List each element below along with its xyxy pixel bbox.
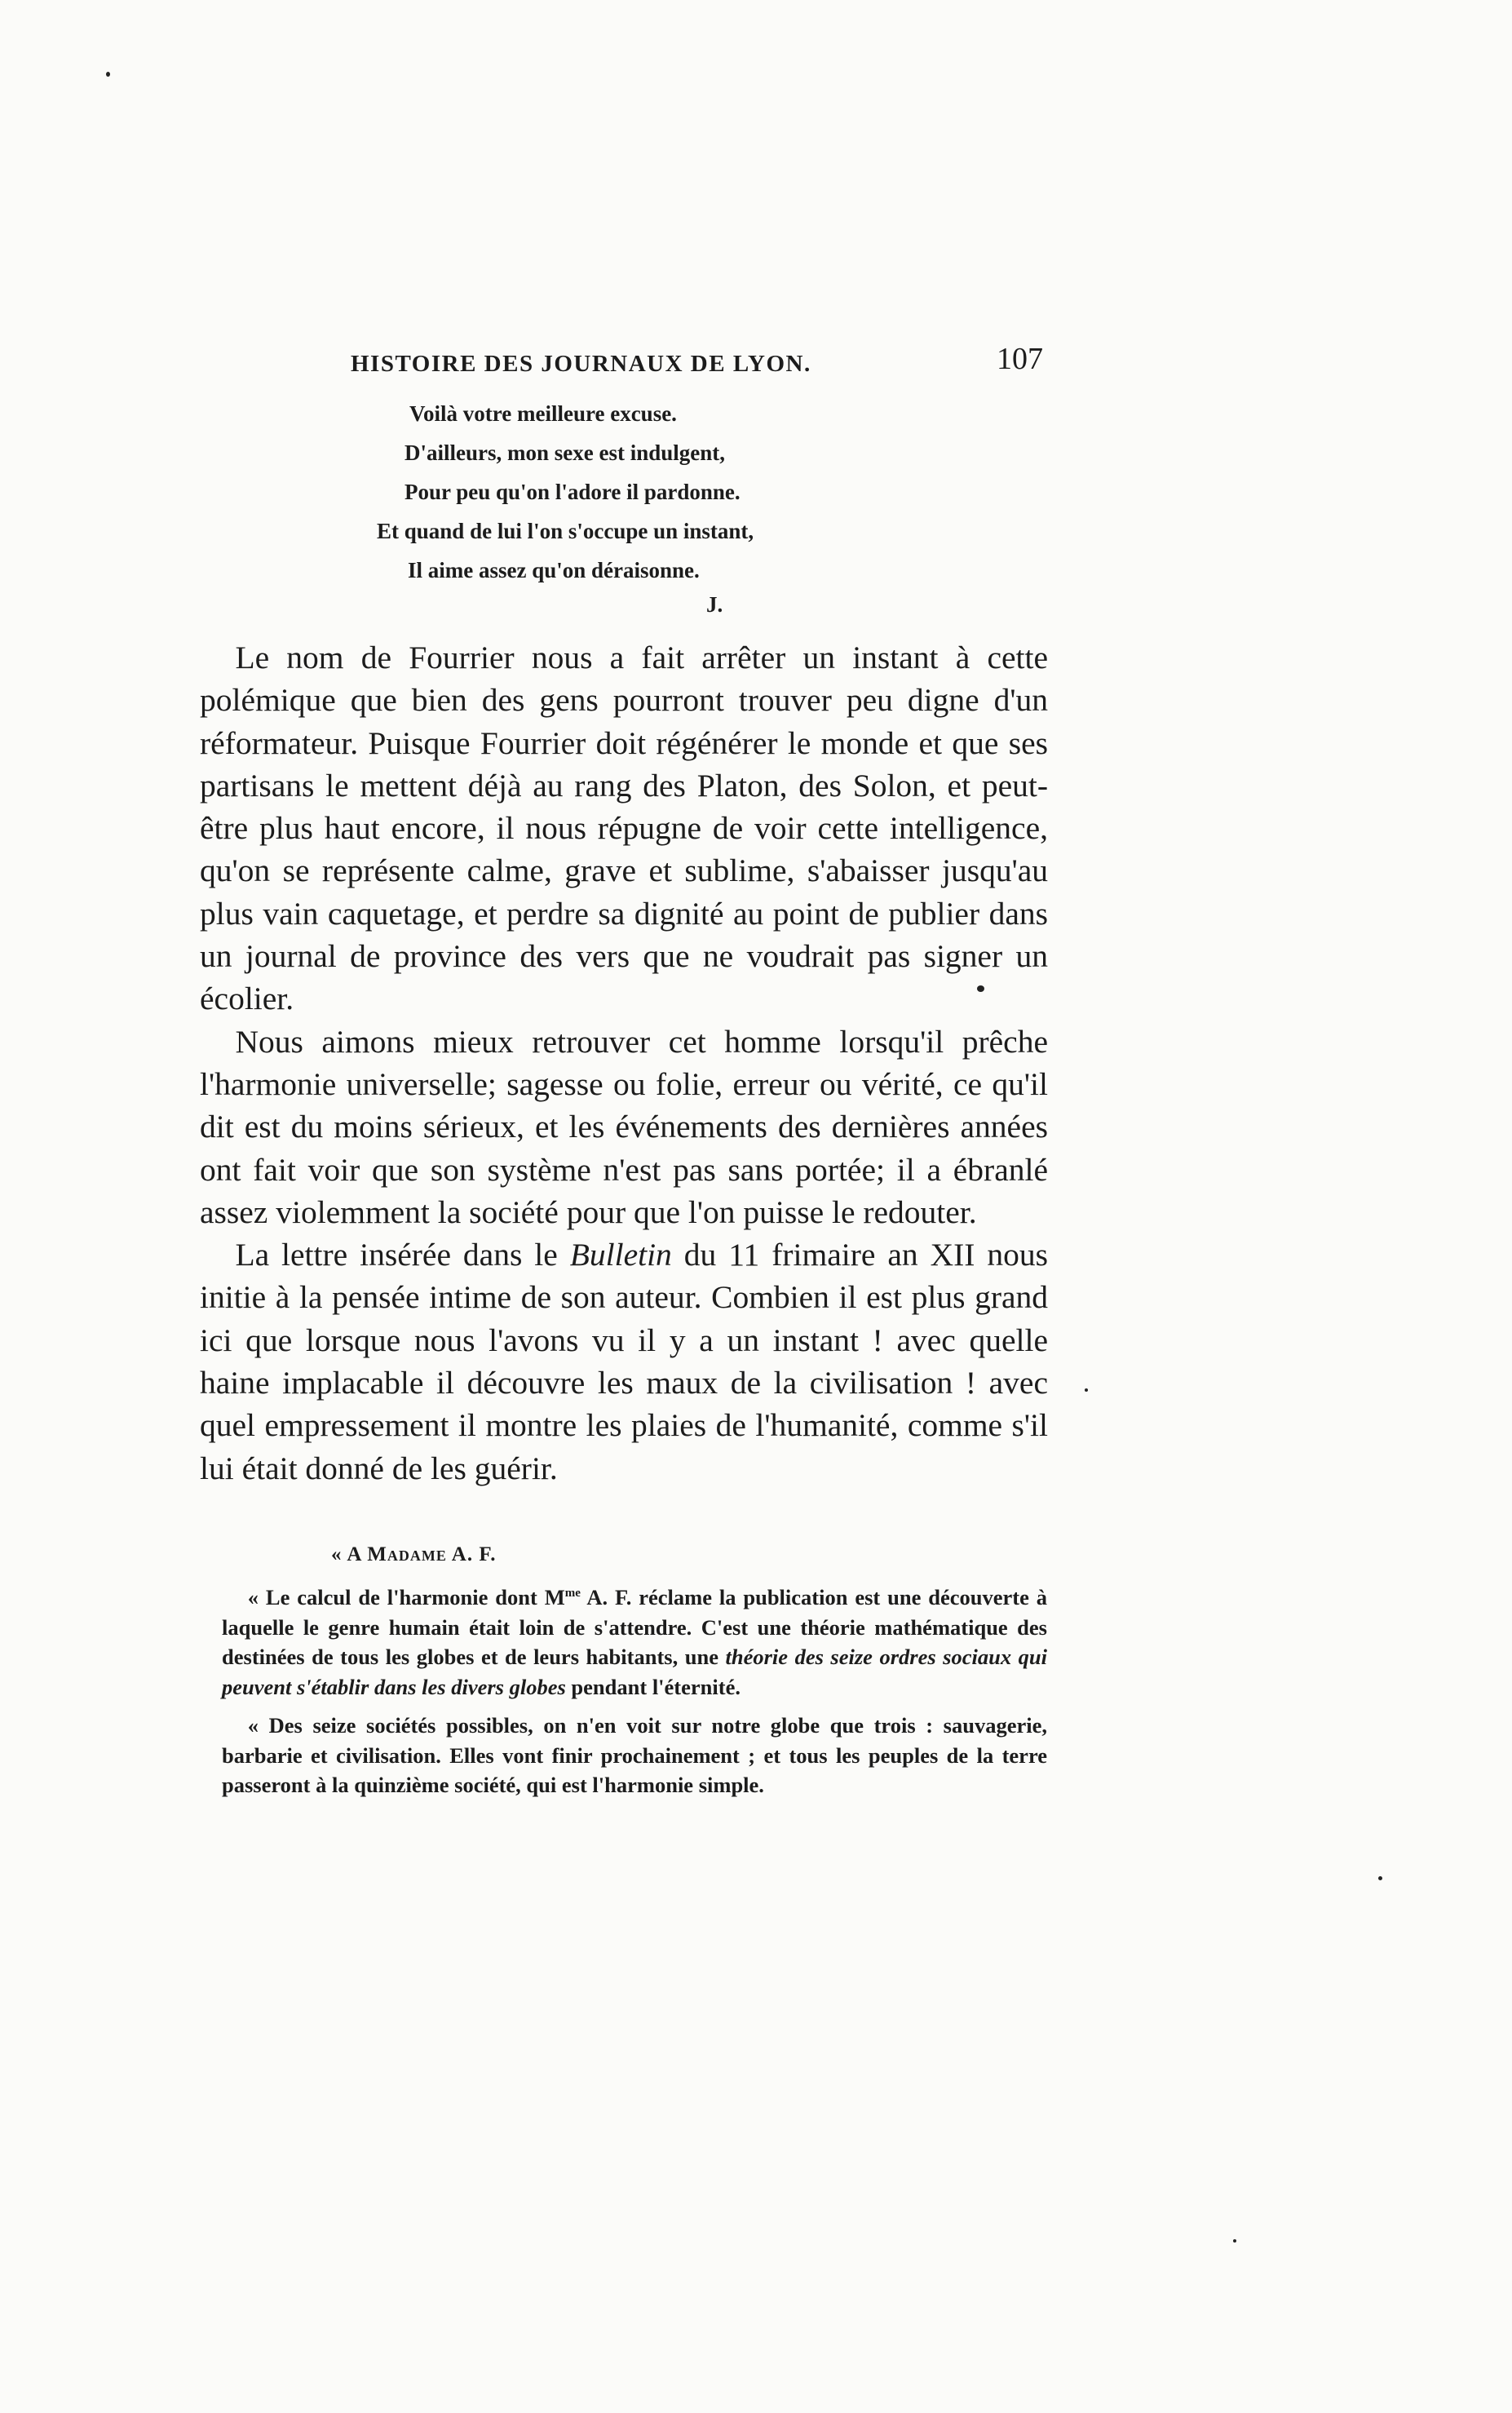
poem-line: Pour peu qu'on l'adore il pardonne. <box>405 480 741 504</box>
publication-title: Bulletin <box>569 1237 672 1273</box>
paragraph-text: La lettre insérée dans le <box>235 1237 570 1273</box>
letter-text-span: pendant l'éternité. <box>565 1675 741 1700</box>
ink-speck <box>106 72 110 77</box>
letter-text <box>222 1583 1047 1809</box>
poem-signature: J. <box>706 592 723 617</box>
running-head: HISTOIRE DES JOURNAUX DE LYON. <box>351 351 811 377</box>
letter-heading <box>331 1543 497 1566</box>
letter-paragraph <box>222 1583 1047 1702</box>
page-number: 107 <box>997 342 1043 376</box>
poem-line: Il aime assez qu'on déraisonne. <box>408 558 700 582</box>
letter-text-span: A. F. réclame la publication est une découverte à laquelle le genre humain était loin de s'attendre. C'est une théorie mathématique des destinées de tous les globes et de leurs habitants, une <box>222 1585 1047 1670</box>
poem-line: D'ailleurs, mon sexe est indulgent, <box>405 441 726 465</box>
poem-line: Et quand de lui l'on s'occupe un instant, <box>377 519 754 543</box>
paragraph-text: du 11 frimaire an XII nous initie à la pensée intime de son auteur. Combien il est plus grand ici que lorsque nous l'avons vu il y a un instant ! avec quelle haine implacable il découvre les maux de la civilisation ! avec quel empressement il montre les plaies de l'humanité, comme s'il lui était donné de les guérir. <box>200 1237 1048 1486</box>
letter-paragraph: « Des seize sociétés possibles, on n'en voit sur notre globe que trois : sauvagerie, barbarie et civilisation. Elles vont finir prochainement ; et tous les peuples de la terre passeront à la quinzième société, qui est l'harmonie simple. <box>222 1712 1047 1798</box>
ink-speck <box>977 985 984 992</box>
letter-heading-quote: « A <box>331 1543 368 1565</box>
letter-heading-initials: A. F. <box>446 1543 497 1565</box>
paragraph <box>200 1233 1048 1490</box>
ink-speck <box>1233 2239 1236 2243</box>
letter-text-span: « Le calcul de l'harmonie dont M <box>247 1585 565 1609</box>
body-text <box>200 636 1048 1490</box>
letter-heading-addressee: Madame <box>367 1543 447 1565</box>
letter-italic-span: théorie des seize ordres sociaux qui peuvent s'établir dans les divers globes <box>222 1645 1047 1700</box>
paragraph: Nous aimons mieux retrouver cet homme lorsqu'il prêche l'harmonie universelle; sagesse ou folie, erreur ou vérité, ce qu'il dit est du moins sérieux, et les événements des dernières années ont fait voir que son système n'est pas sans portée; il a ébranlé assez violemment la société pour que l'on puisse le redouter. <box>200 1023 1048 1230</box>
ink-speck <box>1085 1388 1088 1392</box>
poem-line: Voilà votre meilleure excuse. <box>409 401 677 426</box>
paragraph: Le nom de Fourrier nous a fait arrêter un instant à cette polémique que bien des gens pourront trouver peu digne d'un réformateur. Puisque Fourrier doit régénérer le monde et que ses partisans le mettent déjà au rang des Platon, des Solon, et peut-être plus haut encore, il nous répugne de voir cette intelligence, qu'on se représente calme, grave et sublime, s'abaisser jusqu'au plus vain caquetage, et perdre sa dignité au point de publier dans un journal de province des vers que ne voudrait pas signer un écolier. <box>200 640 1048 1017</box>
letter-superscript: me <box>564 1587 581 1601</box>
ink-speck <box>1378 1876 1382 1880</box>
